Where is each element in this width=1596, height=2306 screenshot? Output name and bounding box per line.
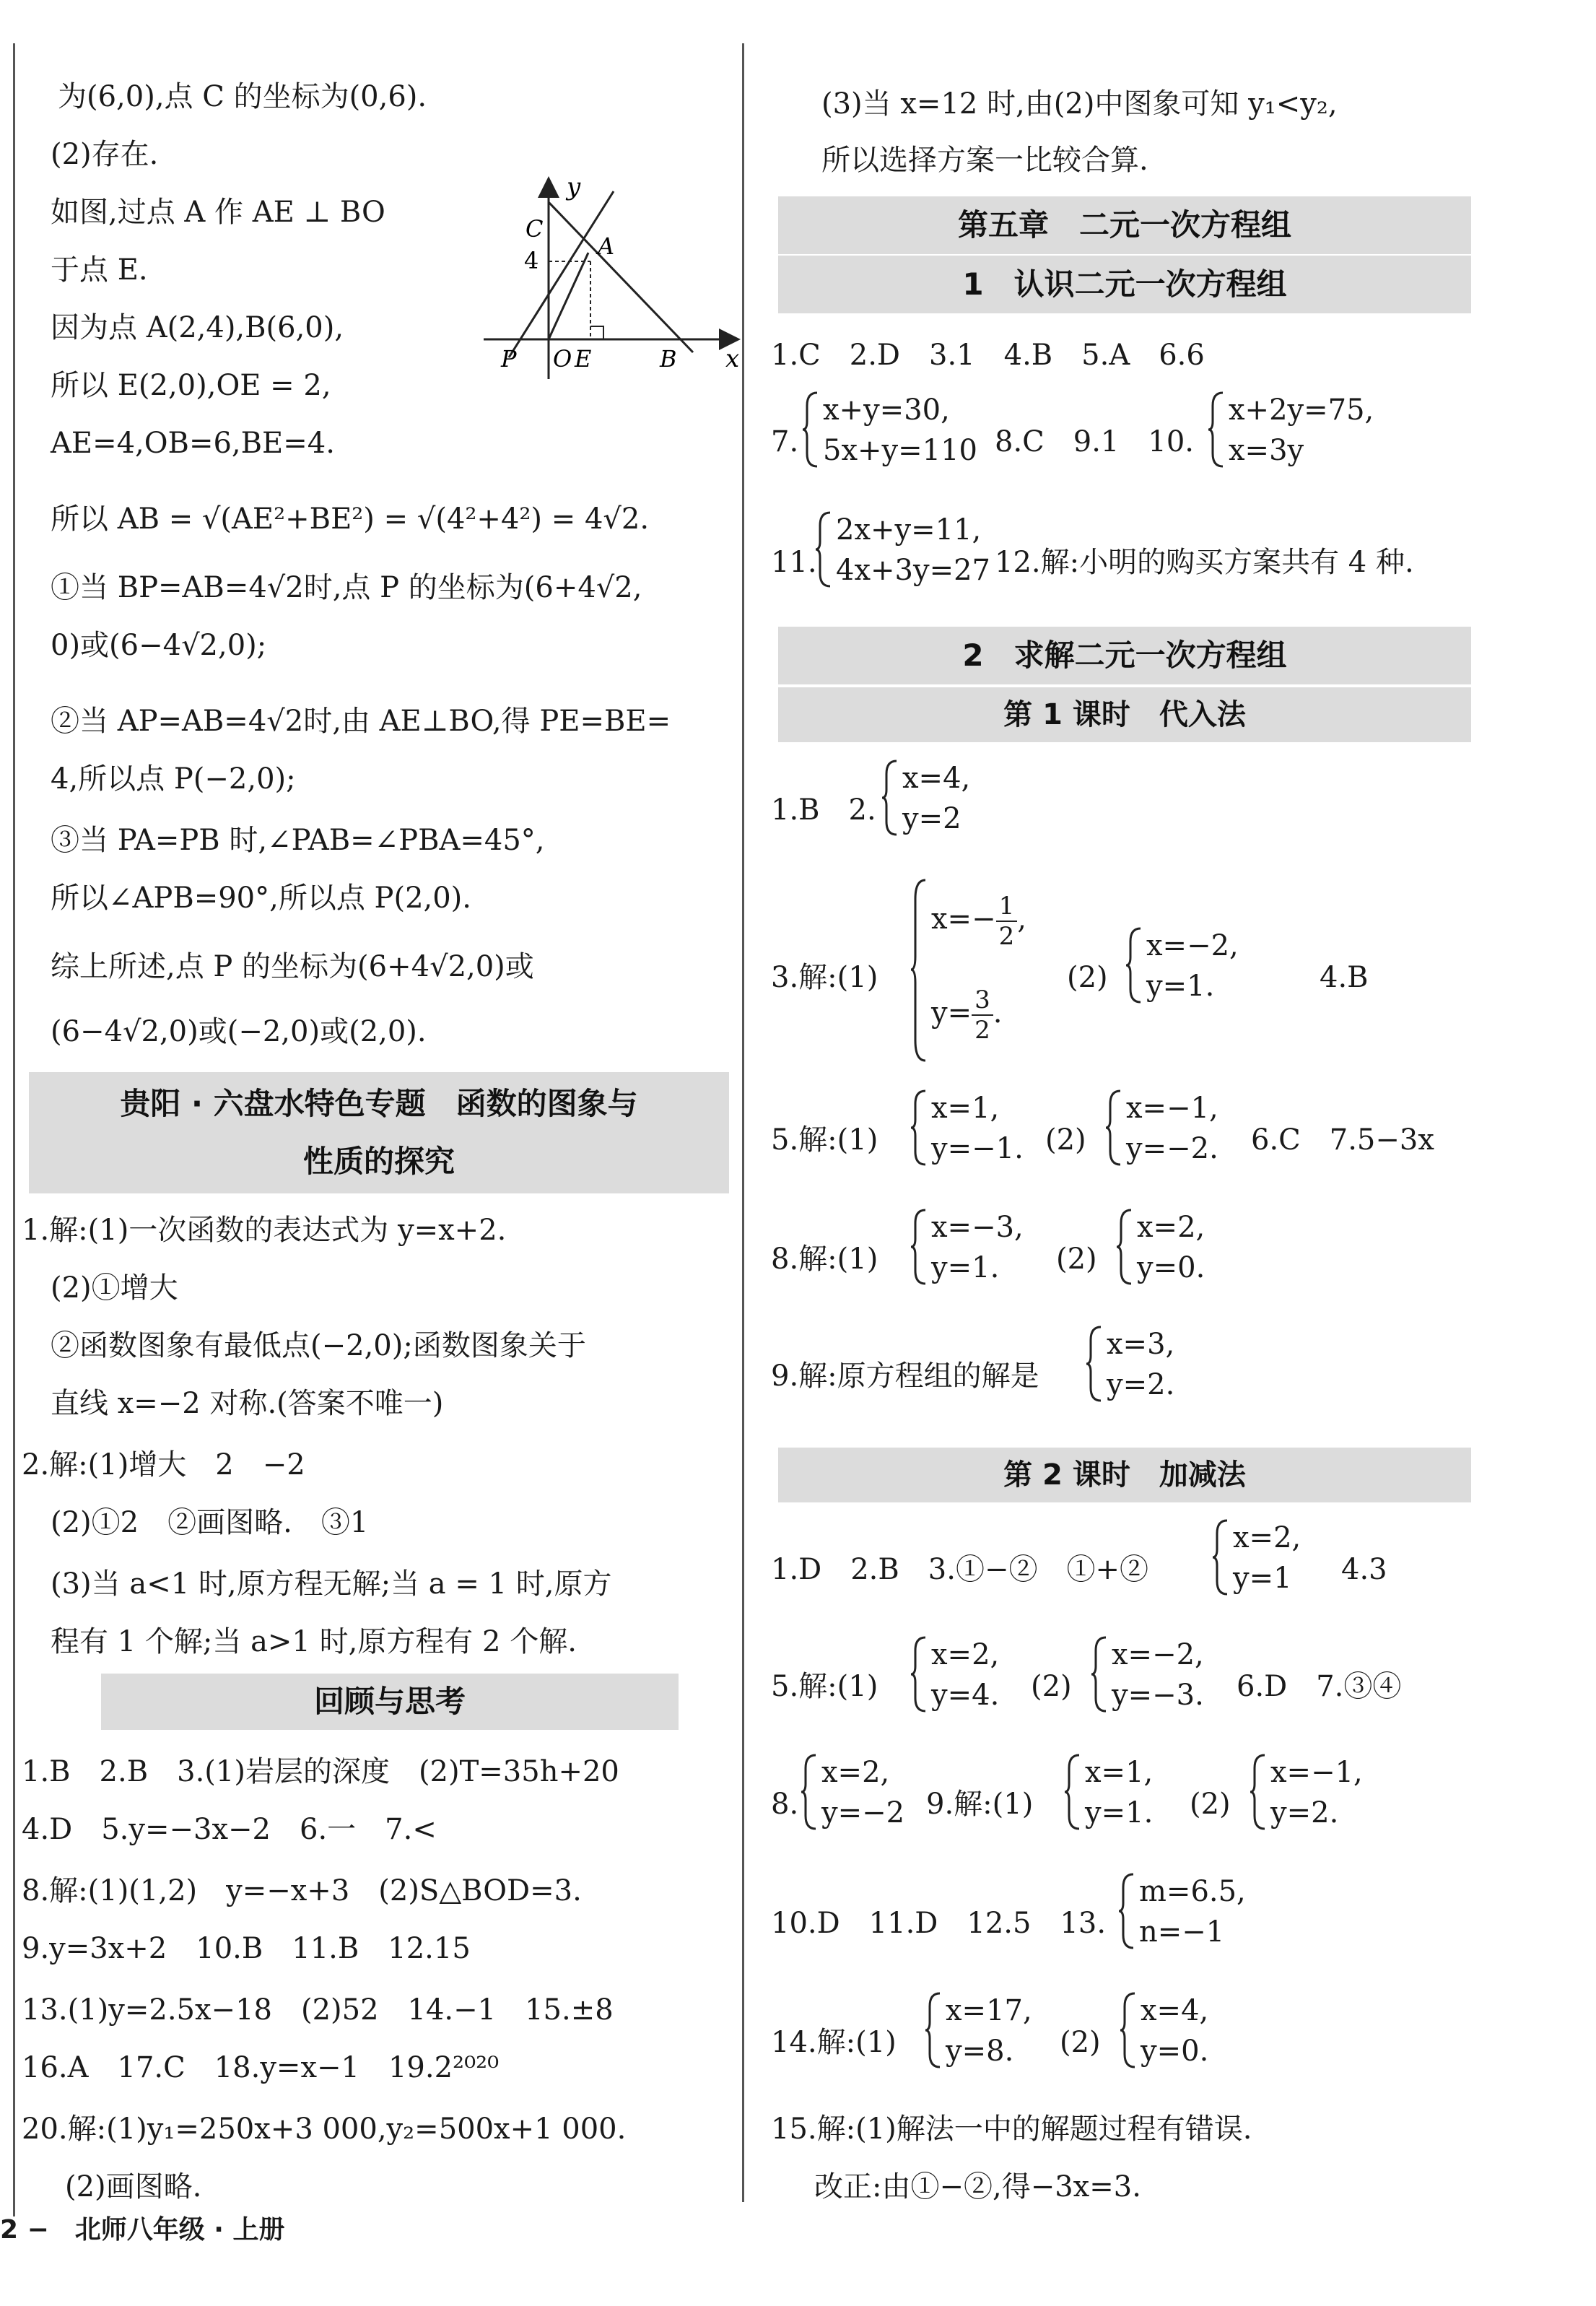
answer-line: (2)①2 ②画图略. ③1: [51, 1506, 369, 1539]
column-divider-line: [742, 43, 744, 2202]
section-title-line2: 性质的探究: [302, 1144, 455, 1179]
answer-label: 11.: [771, 546, 817, 579]
chapter-header: 第五章 二元一次方程组: [778, 196, 1471, 254]
equation-row: y=2.: [1270, 1796, 1339, 1829]
equation-row: x=3,: [1107, 1328, 1175, 1361]
equation-row: y=−2.: [1126, 1132, 1218, 1165]
answer-label: 4.3: [1341, 1553, 1387, 1586]
lesson-header: 第 2 课时 加减法: [778, 1448, 1471, 1502]
equation-row: y=8.: [946, 2035, 1014, 2068]
text-line: 为(6,0),点 C 的坐标为(0,6).: [58, 80, 427, 113]
answer-label: 6.C 7.5−3x: [1251, 1123, 1434, 1157]
graph-label-b: B: [660, 345, 677, 373]
answer-line: 1.解:(1)一次函数的表达式为 y=x+2.: [22, 1214, 507, 1247]
section-header: 1 认识二元一次方程组: [778, 256, 1471, 313]
equation-row: x+2y=75,: [1229, 393, 1374, 427]
graph-label-4: 4: [524, 247, 539, 274]
answer-label: 7.: [771, 425, 799, 458]
equation-row: n=−1: [1139, 1915, 1225, 1949]
answer-line: ②函数图象有最低点(−2,0);函数图象关于: [51, 1329, 586, 1362]
equation-row: x=−1,: [1126, 1092, 1218, 1125]
answer-line: 1.D 2.B 3.①−② ①+②: [771, 1553, 1148, 1586]
answer-line: 9.y=3x+2 10.B 11.B 12.15: [22, 1932, 471, 1965]
equation-row: 4x+3y=27: [836, 554, 990, 587]
equation-row: y=−3.: [1112, 1679, 1204, 1712]
coordinate-graph: [476, 173, 744, 383]
answer-label: (2): [1190, 1788, 1231, 1821]
page-footer: 2 − 北师八年级 · 上册: [0, 2215, 285, 2245]
graph-label-y: y: [567, 173, 581, 201]
answer-label: 3.解:(1): [771, 961, 878, 994]
answer-label: 9.解:(1): [926, 1788, 1034, 1821]
graph-label-o: O: [553, 345, 572, 373]
answer-line: 1.C 2.D 3.1 4.B 5.A 6.6: [771, 339, 1205, 372]
equation-row: y=−1.: [931, 1132, 1024, 1165]
text-line: AE=4,OB=6,BE=4.: [51, 427, 335, 460]
right-angle-mark: [590, 326, 603, 339]
answer-line: 8.解:(1)(1,2) y=−x+3 (2)S△BOD=3.: [22, 1874, 582, 1907]
text-line: (6−4√2,0)或(−2,0)或(2,0).: [51, 1015, 427, 1048]
equation-row: x=2,: [1137, 1211, 1205, 1244]
equation-row: x=−2,: [1146, 929, 1239, 962]
text-line: 所以∠APB=90°,所以点 P(2,0).: [51, 882, 472, 915]
equation-row: y=2.: [1107, 1368, 1175, 1401]
left-margin-line: [13, 43, 15, 2216]
answer-label: 10.D 11.D 12.5 13.: [771, 1907, 1107, 1940]
equation-row: y= $\frac{3}{2}$ .: [931, 986, 1003, 1045]
answer-line: 4.D 5.y=−3x−2 6.一 7.<: [22, 1813, 437, 1846]
answer-line: 1.B 2.B 3.(1)岩层的深度 (2)T=35h+20: [22, 1755, 619, 1788]
equation-text: y=: [931, 996, 972, 1030]
equation-row: x=3y: [1229, 434, 1304, 467]
text-line: 0)或(6−4√2,0);: [51, 629, 267, 662]
equation-row: x=−2,: [1112, 1638, 1204, 1671]
answer-line: 程有 1 个解;当 a>1 时,原方程有 2 个解.: [51, 1625, 577, 1658]
equation-row: x=17,: [946, 1994, 1032, 2027]
section-header-review: 回顾与思考: [101, 1674, 679, 1730]
text-line: 4,所以点 P(−2,0);: [51, 762, 296, 796]
equation-row: y=0.: [1141, 2035, 1209, 2068]
section-title-line1: 贵阳 · 六盘水特色专题 函数的图象与: [120, 1086, 638, 1121]
equation-row: y=1.: [1085, 1796, 1154, 1829]
answer-line: (3)当 a<1 时,原方程无解;当 a = 1 时,原方: [51, 1567, 612, 1601]
equation-row: y=4.: [931, 1679, 1000, 1712]
text-line: 所以选择方案一比较合算.: [821, 144, 1148, 177]
equation-row: x=2,: [821, 1756, 890, 1789]
text-line: 所以 AB = √(AE²+BE²) = √(4²+4²) = 4√2.: [51, 502, 650, 536]
answer-label: 5.解:(1): [771, 1670, 878, 1703]
equation-row: y=−2: [821, 1796, 905, 1829]
denominator: 2: [998, 922, 1015, 951]
answer-label: (2): [1067, 961, 1108, 994]
answer-line: 16.A 17.C 18.y=x−1 19.2²⁰²⁰: [22, 2051, 500, 2084]
fraction: [996, 892, 1018, 951]
equation-row: x=−3,: [931, 1211, 1024, 1244]
graph-label-c: C: [526, 215, 544, 243]
answer-label: 4.B: [1320, 961, 1369, 994]
fraction: [972, 986, 993, 1045]
equation-row: x+y=30,: [823, 393, 950, 427]
answer-label: 5.解:(1): [771, 1123, 878, 1157]
answer-label: 8.C 9.1 10.: [995, 425, 1194, 458]
equation-row: x=4,: [902, 762, 971, 795]
answer-label: 6.D 7.③④: [1237, 1670, 1402, 1703]
equation-row: m=6.5,: [1139, 1875, 1246, 1908]
answer-line: 20.解:(1)y₁=250x+3 000,y₂=500x+1 000.: [22, 2113, 627, 2146]
equation-row: x=2,: [1233, 1521, 1301, 1554]
equation-row: y=2: [902, 802, 961, 835]
equation-row: x=− $\frac{1}{2}$ ,: [931, 892, 1026, 951]
answer-line: 2.解:(1)增大 2 −2: [22, 1448, 305, 1482]
answer-label: 9.解:原方程组的解是: [771, 1359, 1039, 1393]
answer-line: 13.(1)y=2.5x−18 (2)52 14.−1 15.±8: [22, 1993, 614, 2027]
answer-line: 改正:由①−②,得−3x=3.: [814, 2170, 1141, 2203]
text-line: 综上所述,点 P 的坐标为(6+4√2,0)或: [51, 950, 534, 983]
lesson-header: 第 1 课时 代入法: [778, 687, 1471, 742]
line-oa: [549, 253, 588, 339]
text-line: 所以 E(2,0),OE = 2,: [51, 369, 331, 402]
equation-row: y=1.: [1146, 970, 1215, 1003]
equation-row: 5x+y=110: [823, 434, 977, 467]
text-line: ②当 AP=AB=4√2时,由 AE⊥BO,得 PE=BE=: [51, 705, 671, 738]
answer-line: (2)画图略.: [65, 2170, 202, 2203]
answer-label: (2): [1056, 1243, 1097, 1276]
answer-label: 14.解:(1): [771, 2026, 897, 2059]
equation-row: x=4,: [1141, 1994, 1209, 2027]
text-line: ①当 BP=AB=4√2时,点 P 的坐标为(6+4√2,: [51, 571, 642, 604]
equation-row: x=1,: [931, 1092, 1000, 1125]
equation-row: x=1,: [1085, 1756, 1154, 1789]
text-line: 因为点 A(2,4),B(6,0),: [51, 311, 344, 344]
text-line: 如图,过点 A 作 AE ⊥ BO: [51, 196, 385, 229]
answer-label: 8.: [771, 1788, 799, 1821]
equation-row: y=1.: [931, 1251, 1000, 1284]
graph-label-p: P: [501, 345, 517, 373]
line-cb: [549, 202, 693, 352]
section-header: 2 求解二元一次方程组: [778, 627, 1471, 684]
answer-line: 12.解:小明的购买方案共有 4 种.: [995, 546, 1414, 579]
equation-row: y=0.: [1137, 1251, 1205, 1284]
text-line: (3)当 x=12 时,由(2)中图象可知 y₁<y₂,: [821, 87, 1338, 121]
answer-label: (2): [1045, 1123, 1086, 1157]
graph-label-e: E: [575, 345, 592, 373]
numerator: 1: [996, 892, 1018, 922]
equation-row: x=−1,: [1270, 1756, 1363, 1789]
graph-label-a: A: [598, 232, 615, 260]
answer-label: (2): [1031, 1670, 1072, 1703]
equation-row: x=2,: [931, 1638, 1000, 1671]
answer-line: (2)①增大: [51, 1271, 178, 1305]
text-line: ③当 PA=PB 时,∠PAB=∠PBA=45°,: [51, 824, 545, 857]
equation-row: 2x+y=11,: [836, 513, 982, 547]
text-line: 于点 E.: [51, 253, 148, 287]
answer-label: 8.解:(1): [771, 1243, 878, 1276]
section-header-special: [29, 1072, 729, 1193]
graph-label-x: x: [725, 344, 740, 373]
text-line: (2)存在.: [51, 138, 159, 171]
numerator: 3: [972, 986, 993, 1016]
answer-label: (2): [1060, 2026, 1101, 2059]
equation-text: x=−: [931, 902, 996, 936]
answer-line: 直线 x=−2 对称.(答案不唯一): [51, 1387, 444, 1420]
answer-label: 1.B 2.: [771, 793, 876, 827]
denominator: 2: [974, 1016, 990, 1045]
equation-row: y=1: [1233, 1562, 1292, 1595]
answer-line: 15.解:(1)解法一中的解题过程有错误.: [771, 2113, 1252, 2146]
